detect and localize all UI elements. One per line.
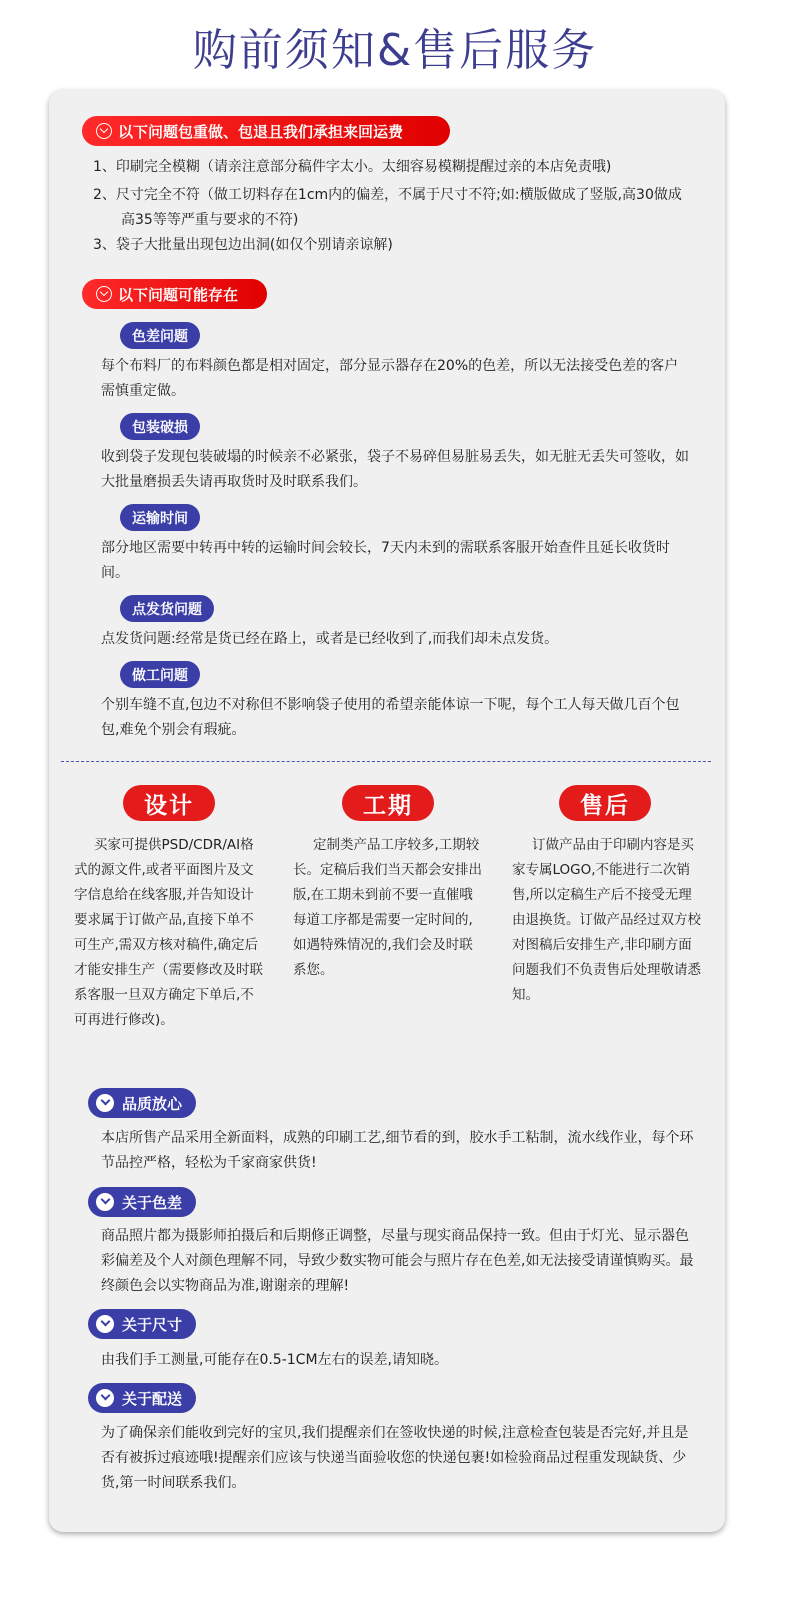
topic-tag-dispatch: 点发货问题 — [120, 595, 214, 622]
topic-text-color: 每个布料厂的布料颜色都是相对固定，部分显示器存在20%的色差，所以无法接受色差的客户需慎重定做。 — [101, 358, 679, 399]
heading-size — [88, 1309, 196, 1339]
column-text-design: 买家可提供PSD/CDR/AI格式的源文件,或者平面图片及文字信息给在线客服,并告知设计要求属于订做产品,直接下单不可生产,需双方核对稿件,确定后才能安排生产（需要修改及时联系客服一旦双方确定下单后,不可再进行修改)。 — [74, 837, 263, 1028]
topic-text-package: 收到袋子发现包装破塌的时候亲不必紧张，袋子不易碎但易脏易丢失，如无脏无丢失可签收，如大批量磨损丢失请再取货时及时联系我们。 — [101, 449, 689, 490]
page-title: 购前须知&售后服务 — [192, 25, 598, 76]
section1-heading — [82, 116, 450, 146]
text-delivery: 为了确保亲们能收到完好的宝贝,我们提醒亲们在签收快递的时候,注意检查包装是否完好,并且是否有被拆过痕迹哦!提醒亲们应该与快递当面验收您的快递包裹!如检验商品过程重发现缺货、少货,第一时间联系我们。 — [101, 1425, 689, 1491]
topic-text-workmanship: 个别车缝不直,包边不对称但不影响袋子使用的希望亲能体谅一下呢，每个工人每天做几百个包包,难免个别会有瑕疵。 — [101, 697, 680, 738]
chevron-down-icon — [96, 123, 112, 139]
text-quality: 本店所售产品采用全新面料，成熟的印刷工艺,细节看的到，胶水手工粘制，流水线作业，每个环节品控严格，轻松为千家商家供货! — [101, 1130, 694, 1171]
text-color: 商品照片都为摄影师拍摄后和后期修正调整，尽量与现实商品保持一致。但由于灯光、显示器色彩偏差及个人对颜色理解不同，导致少数实物可能会与照片存在色差,如无法接受请谨慎购买。最终颜色会以实物商品为准,谢谢亲的理解! — [101, 1228, 694, 1294]
topic-text-dispatch: 点发货问题:经常是货已经在路上，或者是已经收到了,而我们却未点发货。 — [101, 631, 559, 647]
section2-heading-label: 以下问题可能存在 — [118, 285, 239, 304]
heading-delivery-label: 关于配送 — [122, 1389, 183, 1408]
chevron-down-icon — [96, 1389, 114, 1407]
column-text-aftersales: 订做产品由于印刷内容是买家专属LOGO,不能进行二次销售,所以定稿生产后不接受无理由退换货。订做产品经过双方校对图稿后安排生产,非印刷方面问题我们不负责售后处理敬请悉知。 — [512, 837, 701, 1003]
section1-list — [93, 155, 693, 258]
column-text-schedule: 定制类产品工序较多,工期较长。定稿后我们当天都会安排出版,在工期未到前不要一直催哦每道工序都是需要一定时间的,如遇特殊情况的,我们会及时联系您。 — [293, 837, 482, 978]
list-item: 2、尺寸完全不符（做工切料存在1cm内的偏差，不属于尺寸不符;如:横版做成了竖版,高30做成高35等等严重与要求的不符) — [93, 187, 682, 228]
topic-text-shipping: 部分地区需要中转再中转的运输时间会较长，7天内未到的需联系客服开始查件且延长收货时间。 — [101, 540, 670, 581]
topic-tag-color: 色差问题 — [120, 322, 200, 349]
list-item: 1、印刷完全模糊（请亲注意部分稿件字太小。太细容易模糊提醒过亲的本店免责哦) — [93, 159, 612, 175]
topic-tag-shipping: 运输时间 — [120, 504, 200, 531]
section2-heading — [82, 279, 267, 309]
topic-tag-workmanship: 做工问题 — [120, 661, 200, 688]
column-title-design: 设计 — [123, 785, 215, 821]
heading-color-label: 关于色差 — [122, 1193, 183, 1212]
column-title-aftersales: 售后 — [559, 785, 651, 821]
chevron-down-icon — [96, 1193, 114, 1211]
heading-size-label: 关于尺寸 — [122, 1315, 183, 1334]
list-item: 3、袋子大批量出现包边出洞(如仅个别请亲谅解) — [93, 237, 393, 253]
divider — [61, 761, 711, 762]
chevron-down-icon — [96, 286, 112, 302]
column-title-schedule: 工期 — [342, 785, 434, 821]
heading-delivery — [88, 1383, 196, 1413]
topic-tag-package: 包装破损 — [120, 413, 200, 440]
chevron-down-icon — [96, 1094, 114, 1112]
chevron-down-icon — [96, 1315, 114, 1333]
section1-heading-label: 以下问题包重做、包退且我们承担来回运费 — [118, 122, 404, 141]
text-size: 由我们手工测量,可能存在0.5-1CM左右的误差,请知晓。 — [101, 1352, 448, 1368]
heading-quality — [88, 1088, 196, 1118]
heading-quality-label: 品质放心 — [122, 1094, 183, 1113]
heading-color — [88, 1187, 196, 1217]
